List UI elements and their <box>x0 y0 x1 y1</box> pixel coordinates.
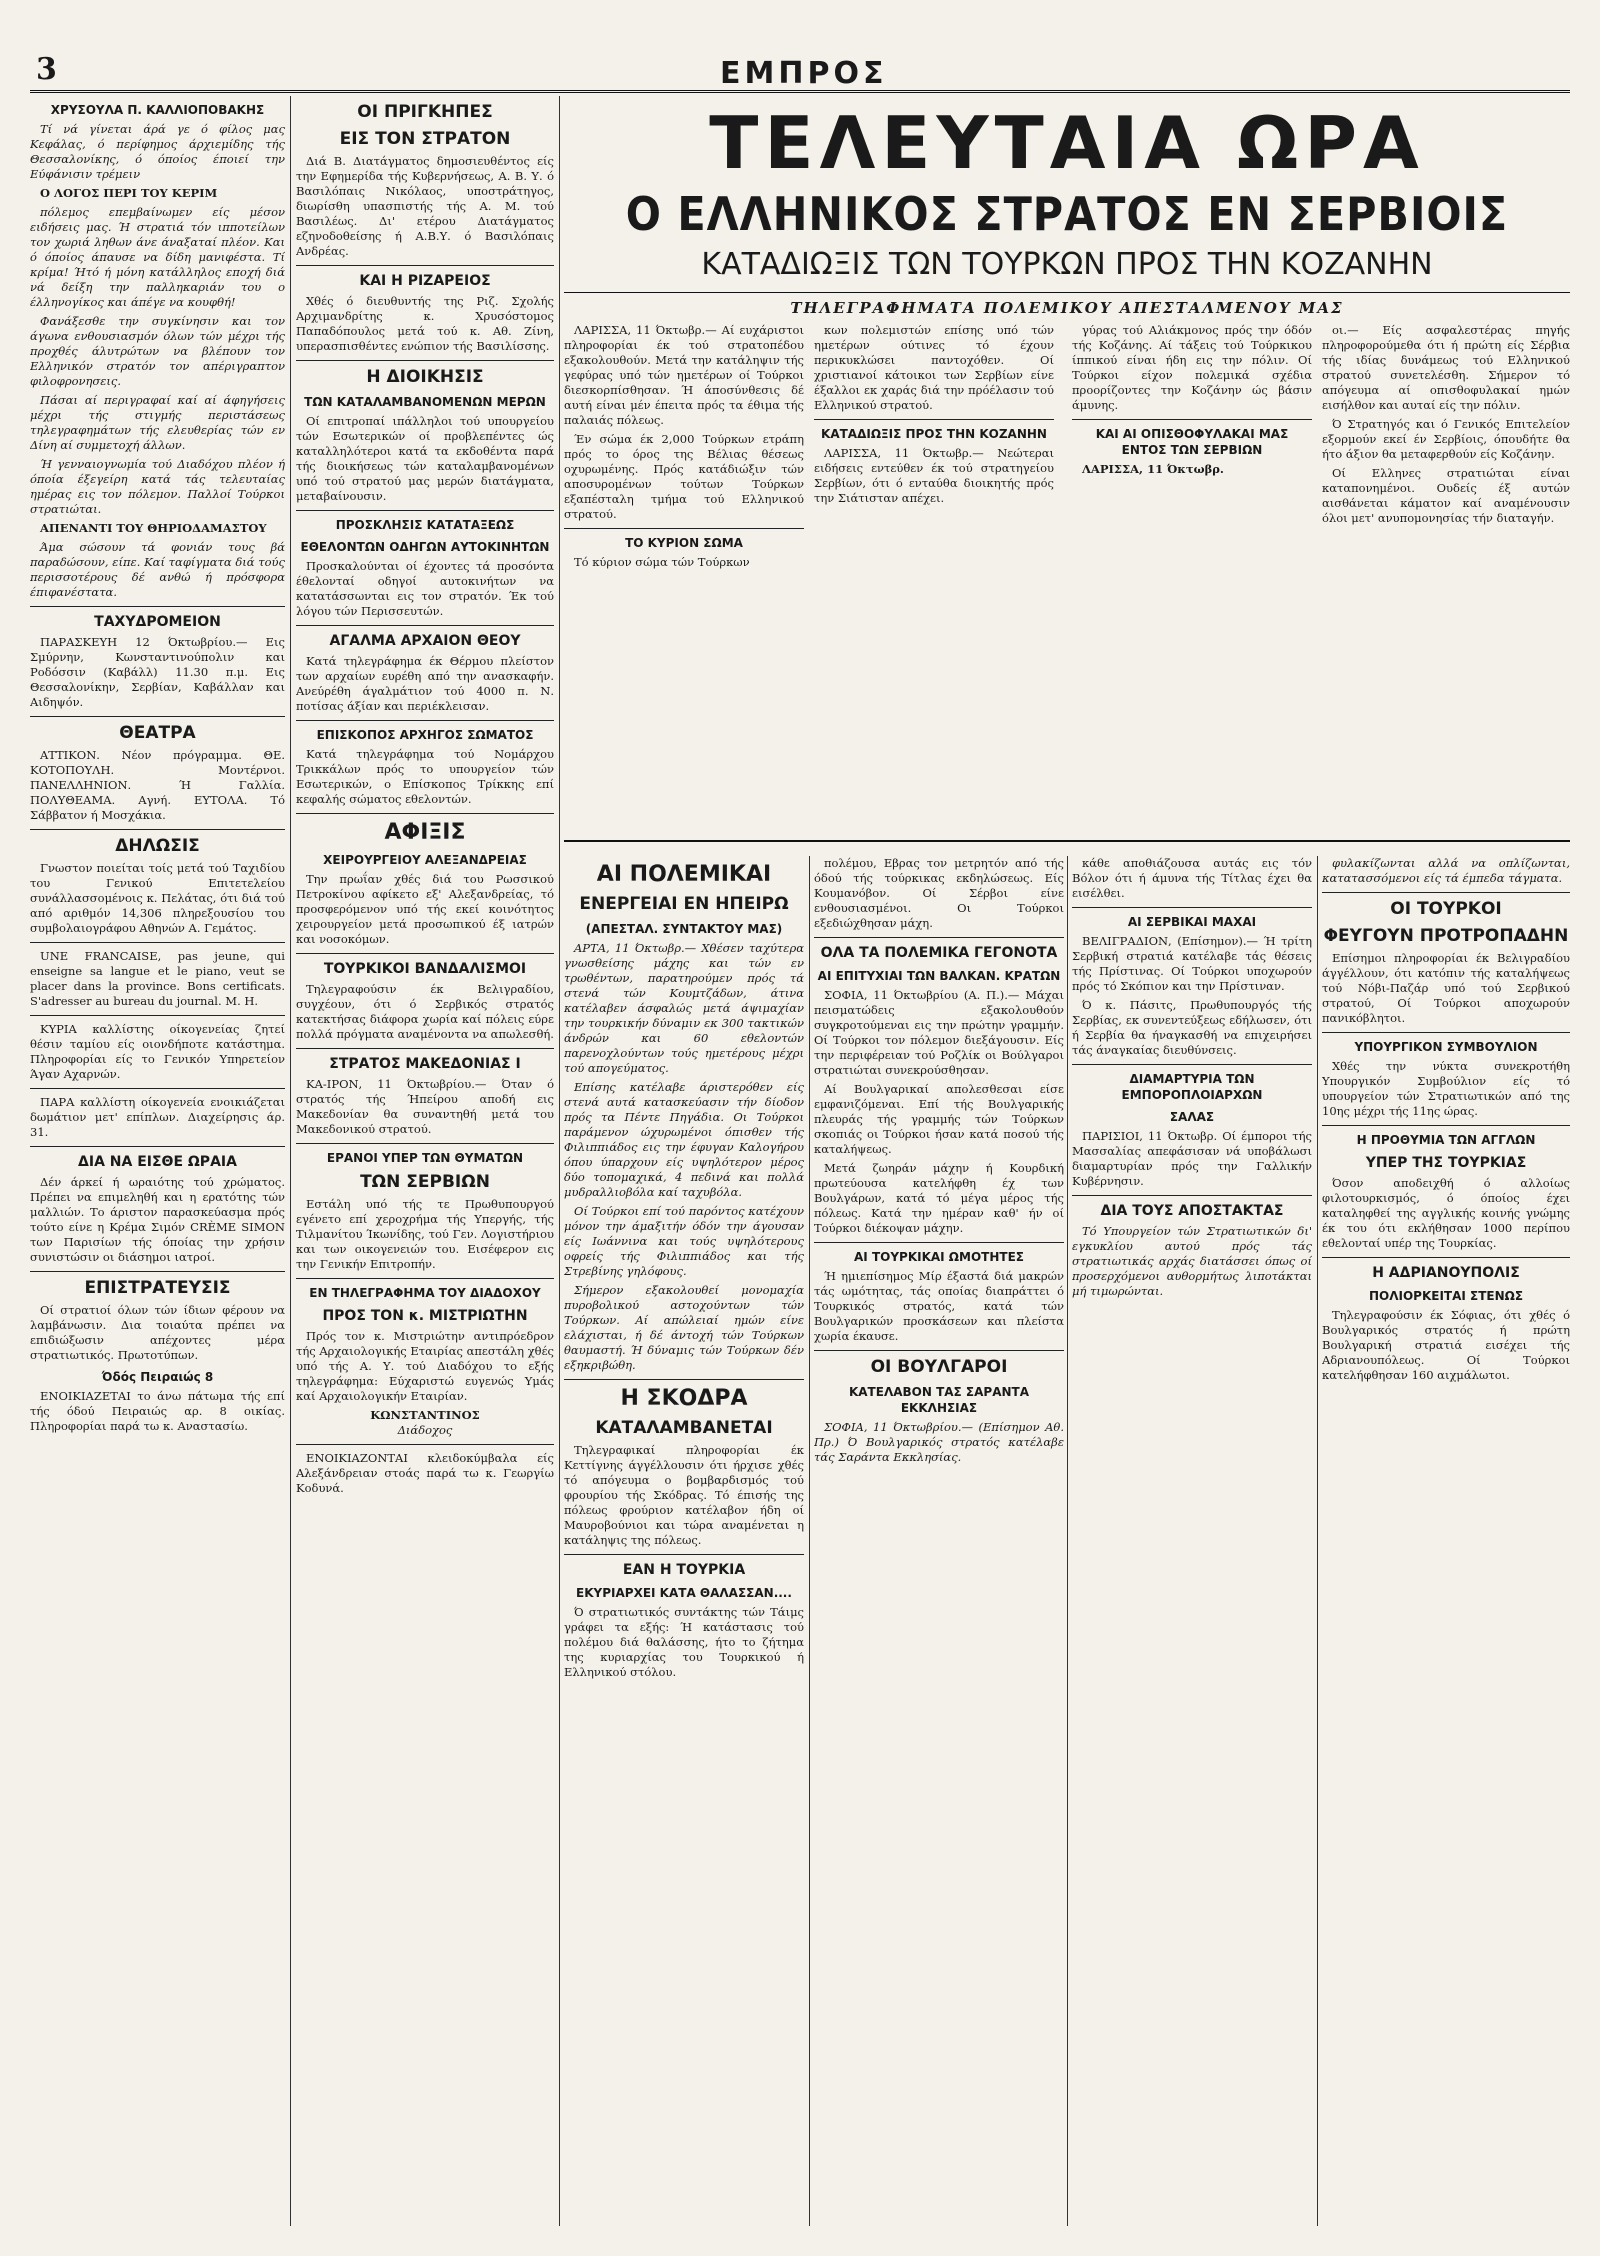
paragraph: Αί Βουλγαρικαί απολεσθεσαι είσε εμφανιζόμεναι. Επί τής Βουλγαρικής πλευράς τής γραμμής τών Τούρκων σκοπιάς οι Τούρκοι ήσαν κατά ποσού τής καταλήψεως. <box>814 1082 1064 1156</box>
section-heading: Η ΣΚΟΔΡΑ <box>620 1386 748 1411</box>
section-heading: ΚΑΙ Η ΡΙΖΑΡΕΙΟΣ <box>359 273 491 289</box>
divider <box>1072 907 1312 908</box>
section-heading: ΕΝΕΡΓΕΙΑΙ ΕΝ ΗΠΕΙΡΩ <box>579 894 789 914</box>
column-divider <box>809 856 810 2226</box>
column-divider <box>1317 856 1318 2226</box>
section-heading: Η ΑΔΡΙΑΝΟΥΠΟΛΙΣ <box>1372 1265 1520 1281</box>
paragraph: γύρας τού Αλιάκμονος πρός την όδόν τής Κοζάνης. Αί τάξεις τού Τούρκικου ίππικού είναι ήδη εις την πόλιν. Οί Τούρκοι είχον πολεμικά σχέδια προορίζοντες την Κοζάνην ώς βάσιν άμυνης. <box>1072 323 1312 412</box>
paragraph: κάθε αποθιάζουσα αυτάς εις τόν Βόλον ότι ή άμυνα τής Τίτλας έχει θα εισέλθει. <box>1072 856 1312 900</box>
section-heading: ΕΑΝ Η ΤΟΥΡΚΙΑ <box>622 1562 746 1578</box>
paragraph: φυλακίζωνται αλλά να οπλίζωνται, κατατασσόμενοι είς τά έμπεδα τάγματα. <box>1322 856 1570 885</box>
section-heading: ΕΙΣ ΤΟΝ ΣΤΡΑΤΟΝ <box>339 129 511 149</box>
divider <box>296 953 554 954</box>
section-heading: Όδός Πειραιώς 8 <box>101 1370 214 1384</box>
section-heading: ΔΙΑΜΑΡΤΥΡΙΑ ΤΩΝ ΕΜΠΟΡΟΠΛΟΙΑΡΧΩΝ <box>1121 1072 1263 1102</box>
section-heading: ΕΘΕΛΟΝΤΩΝ ΟΔΗΓΩΝ ΑΥΤΟΚΙΝΗΤΩΝ <box>300 540 550 554</box>
paragraph: ΛΑΡΙΣΣΑ, 11 Όκτωβρ.— Νεώτεραι ειδήσεις εντεύθεν έκ τού στρατηγείου Σερβίων, ότι ό ενταύθα διοικητής πρός την Σιάτισταν απέχει. <box>814 446 1054 505</box>
divider <box>1322 1032 1570 1033</box>
column-3 <box>564 856 804 2226</box>
headline-sub2: ΚΑΤΑΔΙΩΞΙΣ ΤΩΝ ΤΟΥΡΚΩΝ ΠΡΟΣ ΤΗΝ ΚΟΖΑΝΗΝ <box>564 244 1570 293</box>
paragraph: πολέμου, Εβρας τον μετρητόν από τής όδού τής τούρκικας εκδηλώσεως. Είς Κουμανόβον. Οί Σέρβοι είνε ενθουσιασμένοι. Οι Τούρκοι εξεδιώχθησαν μάχη. <box>814 856 1064 930</box>
divider <box>296 360 554 361</box>
lead-column-1 <box>564 323 804 883</box>
section-divider <box>564 840 1570 842</box>
section-heading: ΑΦΙΞΙΣ <box>384 820 466 845</box>
divider <box>30 716 285 717</box>
section-heading: ΚΑΤΕΛΑΒΟΝ ΤΑΣ ΣΑΡΑΝΤΑ ΕΚΚΛΗΣΙΑΣ <box>848 1385 1030 1415</box>
paragraph: Φανάξεσθε την συγκίνησιν και τον άγωνα ενθουσιασμόν όλων τών μέχρι τής προχθές άλυτρώτων να βλέπουν τον Ελληνικόν στρατόν τον απέριγραπτον φιλοφρονησεις. <box>30 314 285 388</box>
columns <box>30 96 1570 2236</box>
paragraph: Όσον αποδειχθή ό αλλοίως φιλοτουρκισμός, ό όποίος έχει καταληφθεί της αγγλικής κοινής γνώμης έκ του ότι εκλήθησαν 1000 περίπου εθελονταί υπέρ της Τουρκίας. <box>1322 1176 1570 1250</box>
section-heading: ΑΙ ΣΕΡΒΙΚΑΙ ΜΑΧΑΙ <box>1127 915 1257 929</box>
divider <box>296 265 554 266</box>
headline-telegrams: ΤΗΛΕΓΡΑΦΗΜΑΤΑ ΠΟΛΕΜΙΚΟΥ ΑΠΕΣΤΑΛΜΕΝΟΥ ΜΑΣ <box>790 299 1344 317</box>
divider <box>296 1143 554 1144</box>
divider <box>296 813 554 814</box>
section-heading: ΧΕΙΡΟΥΡΓΕΙΟΥ ΑΛΕΞΑΝΔΡΕΙΑΣ <box>323 853 527 867</box>
classified-ad: ΕΝΟΙΚΙΑΖΟΝΤΑΙ κλειδοκύμβαλα είς Αλεξάνδρειαν στοάς παρά τω κ. Γεωργίω Κοδυνά. <box>296 1451 554 1495</box>
divider <box>1322 1257 1570 1258</box>
section-heading: ΦΕΥΓΟΥΝ ΠΡΟΤΡΟΠΑΔΗΝ <box>1323 926 1569 946</box>
lead-column-3 <box>1072 323 1312 883</box>
divider <box>30 1088 285 1089</box>
section-heading: ΣΤΡΑΤΟΣ ΜΑΚΕΔΟΝΙΑΣ Ι <box>329 1056 521 1072</box>
paragraph: ΣΟΦΙΑ, 11 Όκτωβρίου (Α. Π.).— Μάχαι πεισματώδεις εξακολουθούν συγκροτούμεναι εις την πρώτην γραμμήν. Οί Τούρκοι τον πόλεμον διεξάγουσιν. Είς την περιφέρειαν τού Ροζλίκ οι Βούλγαροι στρατιώται συνεκρούσθησαν. <box>814 988 1064 1077</box>
paragraph: Σήμερον εξακολουθεί μονομαχία πυροβολικού αστοχούντων τών Τούρκων. Αί απώλειαί ημών είνε ελάχισται, ή δέ άντοχή τών Τούρκων θαυμαστή. Ή δύναμις τών Τούρκων δέν εξηκριβώθη. <box>564 1283 804 1372</box>
column-6 <box>1322 856 1570 2226</box>
headline-sub: Ο ΕΛΛΗΝΙΚΟΣ ΣΤΡΑΤΟΣ ΕΝ ΣΕΡΒΙΟΙΣ <box>625 187 1509 241</box>
divider <box>1322 1125 1570 1126</box>
paragraph: Πάσαι αί περιγραφαί καί αί άφηγήσεις μέχρι τής στιγμής περιστάσεως τηλεγραφημάτων τής ελευθερίας τών εν Δίνη αί συμμετοχή άλλων. <box>30 393 285 452</box>
divider <box>814 419 1054 420</box>
paragraph: Άμα σώσουν τά φονιάν τους βά παραδώσουν, είπε. Καί ταφίγματα διά τούς περισσοτέρους δέ ανθώ ή πρόσφορα έπιφανέστατα. <box>30 540 285 599</box>
section-heading: ΕΡΑΝΟΙ ΥΠΕΡ ΤΩΝ ΘΥΜΑΤΩΝ <box>326 1151 524 1165</box>
section-heading: ΟΛΑ ΤΑ ΠΟΛΕΜΙΚΑ ΓΕΓΟΝΟΤΑ <box>820 945 1058 961</box>
column-divider <box>1067 856 1068 2226</box>
paragraph: Ό Στρατηγός και ό Γενικός Επιτελείον εξορμούν εκεί έν Σερβίοις, όπουδήτε θα ήτο άξιον θα μεταφερθούν είς Κοζάνην. <box>1322 417 1570 461</box>
classified-ad: ΠΑΡΑ καλλίστη οίκογενεία ενοικιάζεται δωμάτιον μετ' επίπλων. Διαχείρησις άρ. 31. <box>30 1095 285 1139</box>
signature: ΚΩΝΣΤΑΝΤΙΝΟΣ <box>370 1408 480 1422</box>
section-heading: ΤΟ ΚΥΡΙΟΝ ΣΩΜΑ <box>625 536 743 550</box>
paragraph: Οί Ελληνες στρατιώται είναι καταπονημένοι. Ουδείς έξ αυτών αισθάνεται κάματον καί αναμένουσιν όλοι μετ' ανυπομονησίας τήν διαταγήν. <box>1322 466 1570 525</box>
paragraph: ΒΕΛΙΓΡΑΔΙΟΝ, (Επίσημον).— Ή τρίτη Σερβική στρατιά κατέλαβε τάς θέσεις τής Πρίστινας. Οί Τούρκοι υποχωρούν πρός τό Σκόπιον και την Πρίστιναν. <box>1072 934 1312 993</box>
divider <box>30 606 285 607</box>
paragraph: Χθές ό διευθυντής της Ριζ. Σχολής Αρχιμανδρίτης κ. Χρυσόστομος Παπαδόπουλος μετά τού κ. Αθ. Ζίνη, υπερασπισθέντες ενώπιον τής Βασιλίσσης. <box>296 294 554 353</box>
paragraph: Οί στρατιοί όλων τών ίδιων φέρουν να λαμβάνωσιν. Δια τοιαύτα πρέπει να επιδιώξωσιν απέχοντες μέρα στρατιωτικός. Πρωτοτύπων. <box>30 1303 285 1362</box>
section-heading: ΣΑΛΑΣ <box>1169 1110 1215 1124</box>
divider <box>296 1278 554 1279</box>
section-heading: ΑΙ ΕΠΙΤΥΧΙΑΙ ΤΩΝ ΒΑΛΚΑΝ. ΚΡΑΤΩΝ <box>817 969 1061 983</box>
paragraph: Επίσημοι πληροφορίαι έκ Βελιγραδίου άγγέλλουν, ότι κατόπιν τής καταλήψεως τού Νόβι-Παζάρ υπό τού Σερβικού στρατού, Οί Τούρκοι αποχωρούν πανικόβλητοι. <box>1322 951 1570 1025</box>
divider <box>296 510 554 511</box>
section-heading: ΤΩΝ ΚΑΤΑΛΑΜΒΑΝΟΜΕΝΩΝ ΜΕΡΩΝ <box>304 395 546 409</box>
section-heading: ΕΠΙΣΤΡΑΤΕΥΣΙΣ <box>84 1278 231 1298</box>
paragraph: ΚΑ-ΙΡΟΝ, 11 Όκτωβρίου.— Όταν ό στρατός τής Ήπείρου αποδή εις Μακεδονίαν θα συναντηθή μετά του Μακεδονικού στρατού. <box>296 1077 554 1136</box>
section-heading: Η ΠΡΟΘΥΜΙΑ ΤΩΝ ΑΓΓΛΩΝ <box>1356 1133 1536 1147</box>
section-heading: ΤΩΝ ΣΕΡΒΙΩΝ <box>360 1172 490 1192</box>
divider <box>30 829 285 830</box>
paragraph: Έν σώμα έκ 2,000 Τούρκων ετράπη πρός το όρος της Βέλιας θέσεως οχυρωμένης. Πρός κατάδιώξιν τών αποσυρομένων τούτων Τούρκων εξαπέσταλη τμήμα τού Ελληνικού στρατού. <box>564 432 804 521</box>
divider <box>1072 1195 1312 1196</box>
paragraph: ΛΑΡΙΣΣΑ, 11 Όκτωβρ.— Αί ευχάριστοι πληροφορίαι έκ τού στρατοπέδου εξακολουθούν. Μετά την κατάληψιν τής γεφύρας υπό τών ημετέρων οί Τούρκοι διεσκορπίσθησαν. Ή άποσύνθεσις δέ αυτή είναι μέν έπειτα πρός τα έθιμα τής παλαιάς πόλεως. <box>564 323 804 427</box>
divider <box>1072 419 1312 420</box>
paragraph: Δέν άρκεί ή ωραιότης τού χρώματος. Πρέπει να επιμεληθή και η ερατότης τών μαλλιών. Το άριστον παρασκεύασμα πρός τούτο είνε η Κρέμα Σιμόν CRÈME SIMON των Παρισίων τής όποίας την χρήσιν συνιστώσιν οι διάσημοι ιατροί. <box>30 1175 285 1264</box>
paragraph: Τηλεγραφούσιν έκ Βελιγραδίου, συγχέουν, ότι ό Σερβικός στρατός κατεκτήσας διάφορα χωρία καί πόλεις εύρε πολλά πρόγματα αναμένοντα να απωλεσθή. <box>296 982 554 1041</box>
section-heading: ΚΑΤΑΔΙΩΞΙΣ ΠΡΟΣ ΤΗΝ ΚΟΖΑΝΗΝ <box>821 427 1047 441</box>
paragraph: Εστάλη υπό τής τε Πρωθυπουργού εγένετο επί χεροχρήμα τής Υπεργής, τής Τιλμανίτου Ίκωνίδης, τού Γεν. Λογιστήριου και των οικογενειών του. Εισέφερον εις την Γενικήν Επιτροπήν. <box>296 1197 554 1271</box>
paragraph: ΣΟΦΙΑ, 11 Όκτωβρίου.— (Επίσημον Αθ. Πρ.) Ό Βουλγαρικός στρατός κατέλαβε τάς Σαράντα Εκκλησίας. <box>814 1420 1064 1464</box>
paragraph: Ο ΛΟΓΟΣ ΠΕΡΙ ΤΟΥ ΚΕΡΙΜ <box>40 186 218 200</box>
divider <box>296 1444 554 1445</box>
section-heading: ΟΙ ΠΡΙΓΚΗΠΕΣ <box>357 102 493 122</box>
section-heading: ΠΟΛΙΟΡΚΕΙΤΑΙ ΣΤΕΝΩΣ <box>1368 1289 1524 1303</box>
divider <box>814 1350 1064 1351</box>
paragraph: Την πρωΐαν χθές διά του Ρωσσικού Πετροκίνου αφίκετο εξ' Αλεξανδρείας, τό προσφερόμενον υπό τής εκεί κοινότητος χειρουργείον μετά προσωπικού έξ ιατρών και νοσοκόμων. <box>296 872 554 946</box>
column-4 <box>814 856 1064 2226</box>
divider <box>814 1242 1064 1243</box>
paragraph: Επίσης κατέλαβε άριστερόθεν είς στενά αυτά κατασκεύασιν τήν δίοδον πρός τα Πέντε Πηγάδια. Οι Τούρκοι παράμενον ώχυρωμένοι όπισθεν τής Φιλιππιάδος εις την έφυγαν Καλογήρου όπου ύπαρχουν είς υψηλότερον μέρος δύο τοπομαχικά, 4 πεδινά και πολλά μυδραλλιοβόλα καί ταχυβόλα. <box>564 1080 804 1199</box>
paragraph: Γνωστον ποιείται τοίς μετά τού Ταχιδίου του Γενικού Επιτετελείου συνάλλασσομένοις κ. Πελάτας, ότι διά τού από αριθμόν 14,306 πληρεξουσίου του συμβολαιογράφου Αθηνών Α. Γεμάτος. <box>30 861 285 935</box>
column-2 <box>296 96 554 2226</box>
paragraph: Κατά τηλεγράφημα τού Νομάρχου Τρικκάλων πρός το υπουργείον τών Εσωτερικών, ο Επίσκοπος Τρίκκης επί κεφαλής σώματος εθελοντών. <box>296 747 554 806</box>
section-heading: ΔΗΛΩΣΙΣ <box>115 836 200 856</box>
section-heading: ΟΙ ΒΟΥΛΓΑΡΟΙ <box>870 1357 1008 1377</box>
paragraph: ΑΡΤΑ, 11 Όκτωβρ.— Χθέσεν ταχύτερα γνωσθείσης μάχης και τών εν τρωθέντων, παρατηρούμεν πρός τά στενά τών Κουμτζάδων, άτινα κατέλαβεν άσφαλώς μετά άψιμαχίαν την τουρκικήν δύναμιν εκ 300 τακτικών άνδρών και 60 εθελοντών παρενοχλούντων τούς ημετέρους μέχρι τού απογεύματος. <box>564 941 804 1075</box>
classified-ad: UNE FRANCAISE, pas jeune, qui enseigne sa langue et le piano, veut se placer dans la province. Bons certificats. S'adresser au bureau du journal. M. H. <box>30 949 285 1008</box>
section-heading: ΕΚΥΡΙΑΡΧΕΙ ΚΑΤΑ ΘΑΛΑΣΣΑΝ.... <box>576 1586 792 1600</box>
signature-title: Διάδοχος <box>397 1423 453 1437</box>
paragraph: Ό κ. Πάσιτς, Πρωθυπουργός τής Σερβίας, εκ συνεντεύξεως εδήλωσεν, ότι ή Σερβία θα ήναγκασθή να επιχειρήσει τάς άναγκαίας διευθύνσεις. <box>1072 998 1312 1057</box>
section-heading: ΔΙΑ ΤΟΥΣ ΑΠΟΣΤΑΚΤΑΣ <box>1100 1203 1284 1219</box>
section-heading: ΚΑΙ ΑΙ ΟΠΙΣΘΟΦΥΛΑΚΑΙ ΜΑΣ ΕΝΤΟΣ ΤΩΝ ΣΕΡΒΙΩΝ <box>1095 427 1289 457</box>
divider <box>564 1554 804 1555</box>
paragraph: Μετά ζωηράν μάχην ή Κουρδική πρωτεύουσα κατελήφθη έχ των Βουλγάρων, κατά τό μέγα μέρος τής πόλεως. Κατά την ημέραν καθ' ήν οί Τούρκοι διέκοψαν μάχην. <box>814 1161 1064 1235</box>
paragraph: οι.— Είς ασφαλεστέρας πηγής πληροφορούμεθα ότι ή πρώτη είς Σέρβια τής ιδίας δυνάμεως τού Ελληνικού στρατού συνετελέσθη. Σήμερον τό απόγευμα αί οπισθοφυλακαί ημών εισήλθον και αυταί είς την πόλιν. <box>1322 323 1570 412</box>
divider <box>1072 1064 1312 1065</box>
divider <box>564 1379 804 1380</box>
section-heading: ΚΑΤΑΛΑΜΒΑΝΕΤΑΙ <box>595 1418 773 1438</box>
byline: ΧΡΥΣΟΥΛΑ Π. ΚΑΛΛΙΟΠΟΒΑΚΗΣ <box>50 103 265 117</box>
paragraph: κων πολεμιστών επίσης υπό τών ημετέρων ούτινες τό έχουν περικυκλώσει παντοχόθεν. Οί χριστιανοί κάτοικοι των Σερβίων είνε έξαλλοι εκ χαράς διά την πρόέλασιν τού Ελληνικού στρατού. <box>814 323 1054 412</box>
section-heading: ΟΙ ΤΟΥΡΚΟΙ <box>1390 899 1502 919</box>
divider <box>30 942 285 943</box>
divider <box>30 1271 285 1272</box>
lead-story <box>564 96 1570 836</box>
paragraph: ΑΠΕΝΑΝΤΙ ΤΟΥ ΘΗΡΙΟΔΑΜΑΣΤΟΥ <box>40 521 267 535</box>
paragraph: Οί επιτροπαί ιπάλληλοι τού υπουργείου τών Εσωτερικών οί προβλεπέντες ώς καταλληλότεροι κατά τα εκδοθέντα παρά τής διοικήσεως τών καταλαμβανομένων υπό τού στρατού μας μερών διατάγματα, μεταβαίνουσιν. <box>296 414 554 503</box>
section-heading: ΠΡΟΣΚΛΗΣΙΣ ΚΑΤΑΤΑΞΕΩΣ <box>335 518 515 532</box>
section-heading: ΑΓΑΛΜΑ ΑΡΧΑΙΟΝ ΘΕΟΥ <box>329 633 521 649</box>
paragraph: Ό στρατιωτικός συντάκτης τών Τάιμς γράφει τα εξής: Ή κατάστασις τού πολέμου διά θαλάσσης, ήτο το ζήτημα της κυριαρχίας του Τουρκικού ή Ελληνικού στόλου. <box>564 1605 804 1679</box>
section-heading: ΥΠΟΥΡΓΙΚΟΝ ΣΥΜΒΟΥΛΙΟΝ <box>1354 1040 1538 1054</box>
section-heading: ΥΠΕΡ ΤΗΣ ΤΟΥΡΚΙΑΣ <box>1365 1155 1527 1171</box>
paragraph: Τό Υπουργείον τών Στρατιωτικών δι' εγκυκλίου αυτού πρός τάς στρατιωτικάς αρχάς διατάσσει όπως οί προσερχόμενοι αυθορμήτως λιποτάκται μή τιμωρώνται. <box>1072 1224 1312 1298</box>
paragraph: ΑΤΤΙΚΟΝ. Νέον πρόγραμμα. ΘΕ. ΚΟΤΟΠΟΥΛΗ. Μοντέρνοι. ΠΑΝΕΛΛΗΝΙΟΝ. Ή Γαλλία. ΠΟΛΥΘΕΑΜΑ. Αγνή. ΕΥΤΟΛΑ. Τό Σάββατον ή Μοσχάκια. <box>30 748 285 822</box>
paragraph: Τηλεγραφικαί πληροφορίαι έκ Κεττίγνης άγγέλλουσιν ότι ήρχισε χθές τό απόγευμα ο βομβαρδισμός τού φρουρίου τής Σκόδρας. Τό έπισής της πόλεως φρούριον κατέλαβον ήδη οί Μαυροβούνιοι και τώρα αναμένεται η κατάληψις της πόλεως. <box>564 1443 804 1547</box>
column-divider <box>559 96 560 2226</box>
paragraph: Χθές την νύκτα συνεκροτήθη Υπουργικόν Συμβούλιον είς τό υπουργείον τών Στρατιωτικών από της 10ης μέχρι τής 11ης ώρας. <box>1322 1059 1570 1118</box>
paragraph: Διά Β. Διατάγματος δημοσιευθέντος είς την Εφημερίδα τής Κυβερνήσεως, Α. Β. Υ. ό Βασιλόπαις Νικόλαος, υποστράτηγος, διωρίσθη υπασπιστής τής Α. Μ. τού Βασιλέως. Δι' ετέρου Διατάγματος εζηνοδοθείσης ή Α.Β.Υ. ό Βασιλόπαις Ανδρέας. <box>296 154 554 258</box>
masthead <box>30 52 1570 93</box>
paragraph: Τό κύριον σώμα τών Τούρκων <box>574 555 750 569</box>
section-heading: ΤΟΥΡΚΙΚΟΙ ΒΑΝΔΑΛΙΣΜΟΙ <box>323 961 527 977</box>
divider <box>296 625 554 626</box>
section-heading: ΠΡΟΣ ΤΟΝ κ. ΜΙΣΤΡΙΩΤΗΝ <box>322 1308 528 1324</box>
section-heading: ΘΕΑΤΡΑ <box>119 723 196 743</box>
section-heading: ΔΙΑ ΝΑ ΕΙΣΘΕ ΩΡΑΙΑ <box>78 1154 237 1170</box>
paragraph: Προσκαλούνται οί έχοντες τά προσόντα έθελονταί οδηγοί αυτοκινήτων να κατατάσσωνται εις τον στρατόν. Έκ τού λόγου τών Περισσευτών. <box>296 559 554 618</box>
lead-column-2 <box>814 323 1054 883</box>
lead-columns <box>564 323 1570 883</box>
divider <box>30 1015 285 1016</box>
divider <box>296 720 554 721</box>
paragraph: ΠΑΡΑΣΚΕΥΗ 12 Όκτωβρίου.— Εις Σμύρνην, Κωνσταντινούπολιν και Ροδόσσιν (Καβάλλ) 11.30 π.μ. Εις Θεσσαλονίκην, Σερβίαν, Καβάλλαν και Αιδηψόν. <box>30 635 285 709</box>
paragraph: Πρός τον κ. Μιστριώτην αντιπρόεδρον τής Αρχαιολογικής Εταιρίας απεστάλη χθές υπό τής Α. Υ. τού Διαδόχου το εξής τηλεγράφημα: Εύχαριστώ ευγενώς Υμάς καί Αρχαιολογικήν Εταιρίαν. <box>296 1329 554 1403</box>
paragraph: Ή γενναιογνωμία τού Διαδόχου πλέον ή όποία έξεγείρη κατά τάς τελευταίας ημέρας εις τον πόλεμον. Παλλοί Τούρκοι στρατιώται. <box>30 457 285 516</box>
paragraph: Κατά τηλεγράφημα έκ Θέρμου πλείστον των αρχαίων ευρέθη από την ανασκαφήν. Ανεύρέθη άγαλμάτιον τού 4000 π. Ν. ποτίσας άξίαν και περιέκλεισαν. <box>296 654 554 713</box>
paragraph: ΛΑΡΙΣΣΑ, 11 Όκτωβρ. <box>1082 462 1224 476</box>
divider <box>1322 892 1570 893</box>
paragraph: Ή ημιεπίσημος Μίρ έξαστά διά μακρών τάς ωμότητας, τάς οποίας διαπράττει ό Τουρκικός στρατός, κατά τών Βουλγαρικών προσκάσεων και πλείστα χωρία έκαυσε. <box>814 1269 1064 1343</box>
paragraph: πόλεμος επεμβαίνωμεν είς μέσον ειδήσεις μας. Ή στρατιά τόν ιπποτείλων τον χωριά ληθων άνε άναξαταί πλέον. Και ό όποίος άπαυσε να δίδη μανιφέστα. Τί κρίμα! Ήτό ή μόνη κατάλληλος εποχή διά νά δείξη την παλληκαριάν του ο έλληνογίκος και άπέγε να κουφθή! <box>30 205 285 309</box>
classified-ad: ΚΥΡΙΑ καλλίστης οίκογενείας ζητεί θέσιν ταμίου είς οιονδήποτε κατάστημα. Πληροφορίαι είς το Γενικόν Υπηρετείον Άγαν Αχαρνών. <box>30 1022 285 1081</box>
section-heading: ΑΙ ΤΟΥΡΚΙΚΑΙ ΩΜΟΤΗΤΕΣ <box>854 1250 1024 1264</box>
page-number: 3 <box>36 52 57 87</box>
divider <box>30 1146 285 1147</box>
column-5 <box>1072 856 1312 2226</box>
paragraph: Τί νά γίνεται άρά γε ό φίλος μας Κεφάλας, ό περίφημος άρχιεμίδης τής Θεσσαλονίκης, ό όποίος έποιεί την Εύφάνισιν τρέμειν <box>30 122 285 181</box>
paragraph: ΠΑΡΙΣΙΟΙ, 11 Όκτωβρ. Οί έμποροι τής Μασσαλίας απεφάσισαν νά υποβάλωσι διαμαρτυρίαν πρός την Γαλλικήν Κυβέρνησιν. <box>1072 1129 1312 1188</box>
section-heading: ΕΝ ΤΗΛΕΓΡΑΦΗΜΑ ΤΟΥ ΔΙΑΔΟΧΟΥ <box>309 1286 541 1300</box>
headline-main: ΤΕΛΕΥΤΑΙΑ ΩΡΑ <box>709 101 1425 185</box>
section-heading: Η ΔΙΟΙΚΗΣΙΣ <box>366 367 484 387</box>
classified-ad: ΕΝΟΙΚΙΑΖΕΤΑΙ το άνω πάτωμα τής επί τής όδού Πειραιώς αρ. 8 οικίας. Πληροφορίαι παρά τω κ. Αναστασίω. <box>30 1389 285 1433</box>
section-heading: ΤΑΧΥΔΡΟΜΕΙΟΝ <box>94 614 221 630</box>
divider <box>296 1048 554 1049</box>
section-heading: ΑΙ ΠΟΛΕΜΙΚΑΙ <box>596 862 772 887</box>
divider <box>564 528 804 529</box>
newspaper-title: ΕΜΠΡΟΣ <box>720 56 888 91</box>
section-heading: ΕΠΙΣΚΟΠΟΣ ΑΡΧΗΓΟΣ ΣΩΜΑΤΟΣ <box>316 728 534 742</box>
section-byline: (ΑΠΕΣΤΑΛ. ΣΥΝΤΑΚΤΟΥ ΜΑΣ) <box>585 922 783 936</box>
lead-column-4 <box>1322 323 1570 883</box>
column-1 <box>30 96 285 2226</box>
paragraph: Τηλεγραφούσιν έκ Σόφιας, ότι χθές ό Βουλγαρικός στρατός ή πρώτη Βουλγαρική στρατιά εισέχει τής Αδριανουπόλεως. Οί Τούρκοι κατελήφθησαν 160 αιχμάλωτοι. <box>1322 1308 1570 1382</box>
column-divider <box>290 96 291 2226</box>
divider <box>814 937 1064 938</box>
paragraph: Οί Τούρκοι επί τού παρόντος κατέχουν μόνον την άμαξιτήν όδόν την άγουσαν είς Ιωάννινα και τούς υψηλότερους οφρείς τής Φιλιππιάδος και τής Στρεβίνης γηλόφους. <box>564 1204 804 1278</box>
